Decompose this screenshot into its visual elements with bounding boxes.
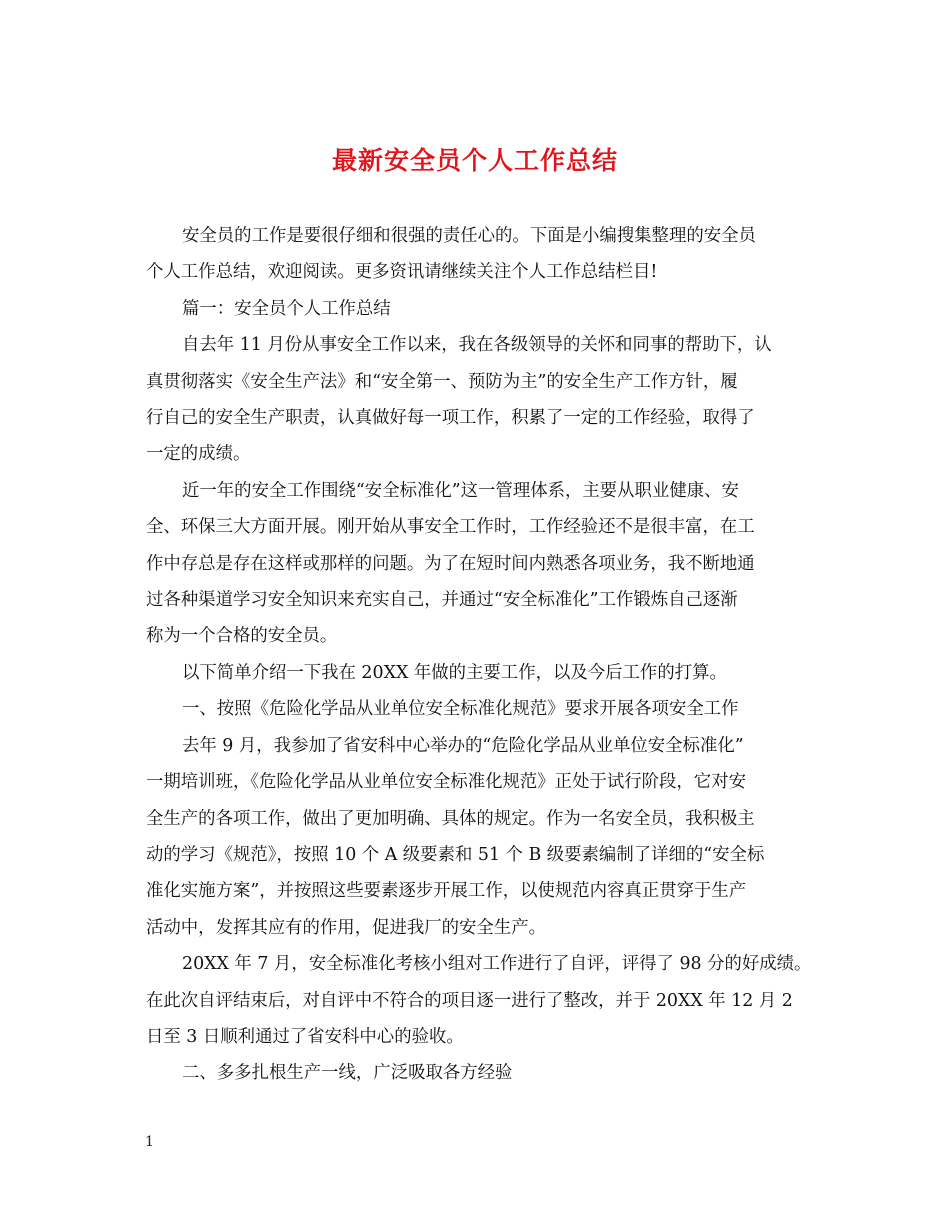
paragraph-line: 个人工作总结，欢迎阅读。更多资讯请继续关注个人工作总结栏目! [146, 262, 658, 283]
paragraph-line: 自去年 11 月份从事安全工作以来，我在各级领导的关怀和同事的帮助下，认 [182, 335, 772, 356]
paragraph-line: 全、环保三大方面开展。刚开始从事安全工作时，工作经验还不是很丰富，在工 [146, 517, 755, 538]
section-heading: 一、按照《危险化学品从业单位安全标准化规范》要求开展各项安全工作 [182, 699, 739, 720]
paragraph-line: 日至 3 日顺利通过了省安科中心的验收。 [146, 1026, 464, 1047]
paragraph-line: 称为一个合格的安全员。 [146, 626, 338, 647]
paragraph-line: 活动中，发挥其应有的作用，促进我厂的安全生产。 [146, 917, 546, 938]
paragraph-line: 全生产的各项工作，做出了更加明确、具体的规定。作为一名安全员，我积极主 [146, 808, 755, 829]
page-number: 1 [145, 1134, 154, 1150]
paragraph-line: 安全员的工作是要很仔细和很强的责任心的。下面是小编搜集整理的安全员 [182, 226, 756, 246]
paragraph-line: 以下简单介绍一下我在 20XX 年做的主要工作，以及今后工作的打算。 [182, 662, 727, 683]
paragraph-line: 一期培训班，《危险化学品从业单位安全标准化规范》正处于试行阶段，它对安 [146, 772, 746, 793]
section-heading: 篇一：安全员个人工作总结 [182, 298, 391, 319]
paragraph-line: 在此次自评结束后，对自评中不符合的项目逐一进行了整改，并于 20XX 年 12 月 2 [146, 990, 793, 1011]
paragraph-line: 20XX 年 7 月，安全标准化考核小组对工作进行了自评，评得了 98 分的好成绩。 [182, 954, 812, 975]
paragraph-line: 过各种渠道学习安全知识来充实自己，并通过“安全标准化”工作锻炼自己逐渐 [146, 590, 738, 611]
paragraph-line: 真贯彻落实《安全生产法》和“安全第一、预防为主”的安全生产工作方针，履 [146, 371, 738, 392]
paragraph-line: 动的学习《规范》，按照 10 个 A 级要素和 51 个 B 级要素编制了详细的“安全标 [146, 844, 765, 865]
section-heading: 二、多多扎根生产一线，广泛吸取各方经验 [182, 1063, 513, 1084]
paragraph-line: 去年 9 月，我参加了省安科中心举办的“危险化学品从业单位安全标准化” [182, 735, 744, 756]
paragraph-line: 准化实施方案”，并按照这些要素逐步开展工作，以使规范内容真正贯穿于生产 [146, 881, 747, 902]
paragraph-line: 行自己的安全生产职责，认真做好每一项工作，积累了一定的工作经验，取得了 [146, 408, 755, 429]
paragraph-line: 近一年的安全工作围绕“安全标准化”这一管理体系，主要从职业健康、安 [182, 480, 739, 501]
paragraph-line: 一定的成绩。 [146, 444, 251, 465]
paragraph-line: 作中存总是存在这样或那样的问题。为了在短时间内熟悉各项业务，我不断地通 [146, 553, 755, 574]
document-body [146, 218, 814, 1092]
document-title: 最新安全员个人工作总结 [331, 146, 618, 175]
